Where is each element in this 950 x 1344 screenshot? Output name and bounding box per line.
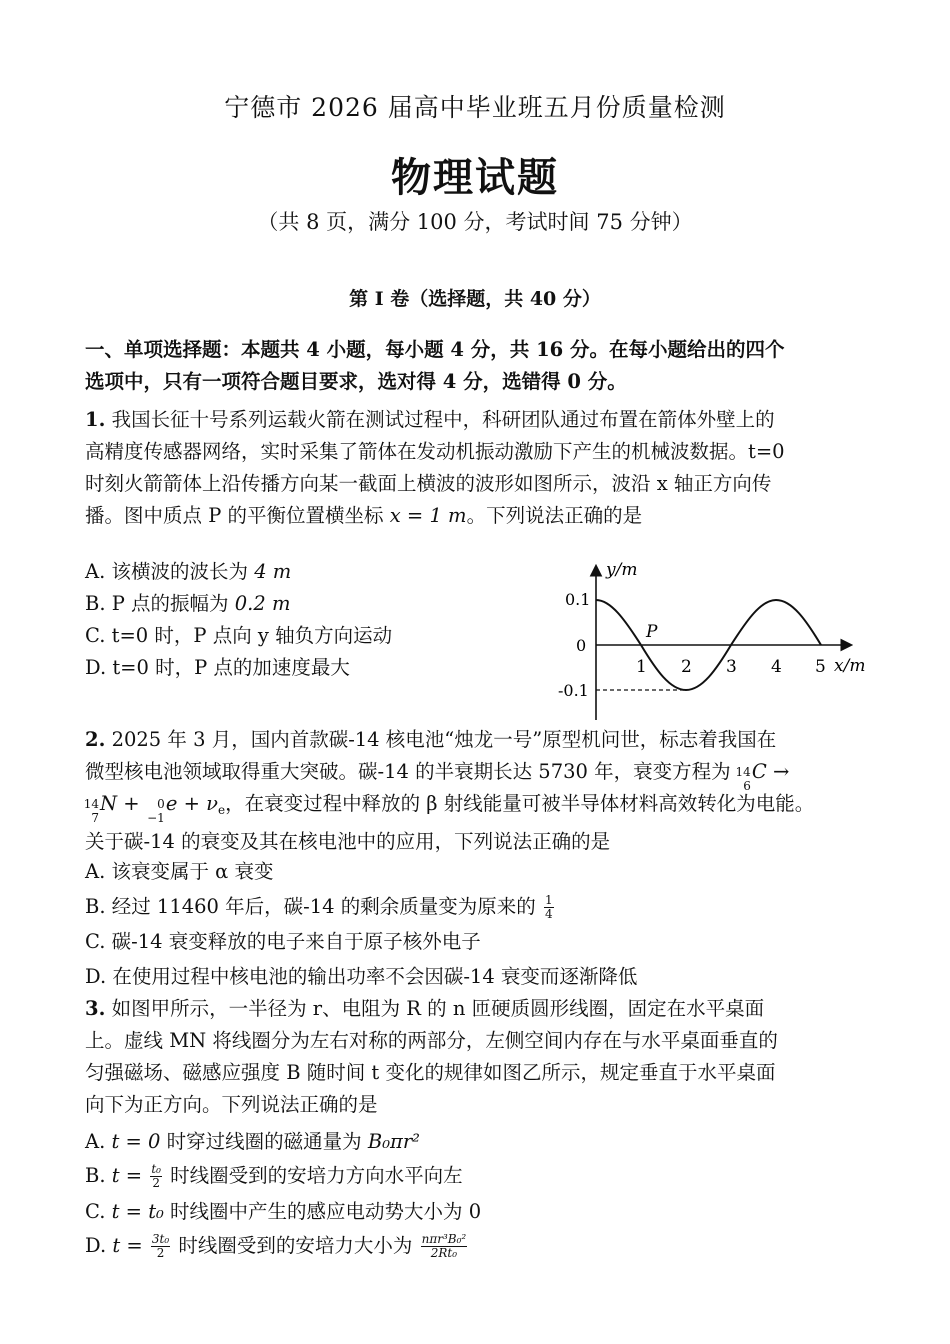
stem-line: 如图甲所示，一半径为 r、电阻为 R 的 n 匝硬质圆形线圈，固定在水平桌面 bbox=[111, 997, 765, 1020]
plus-sign: + bbox=[183, 792, 200, 815]
option-text: B. 经过 11460 年后，碳-14 的剩余质量变为原来的 bbox=[85, 895, 542, 918]
question-number: 1. bbox=[85, 408, 106, 431]
stem-line: 关于碳-14 的衰变及其在核电池中的应用，下列说法正确的是 bbox=[85, 830, 611, 853]
stem-line: 播。图中质点 P 的平衡位置横坐标 bbox=[85, 504, 390, 527]
option-letter: B. bbox=[85, 1164, 112, 1187]
question-1-option-d[interactable] bbox=[85, 652, 350, 680]
neutrino-symbol: ν bbox=[206, 792, 218, 815]
element-symbol: C bbox=[751, 760, 767, 783]
x-tick-label: 4 bbox=[771, 657, 782, 677]
question-1-option-a[interactable] bbox=[85, 556, 291, 584]
option-letter: A. bbox=[85, 1130, 112, 1153]
element-symbol: N bbox=[100, 792, 118, 815]
y-tick-label: 0 bbox=[576, 636, 587, 655]
math-expression: 4 m bbox=[254, 560, 292, 583]
stem-line: ，在衰变过程中释放的 β 射线能量可被半导体材料高效转化为电能。 bbox=[225, 792, 815, 815]
x-tick-label: 3 bbox=[726, 657, 737, 677]
option-text: 时线圈中产生的感应电动势大小为 0 bbox=[163, 1200, 482, 1223]
stem-line: 匀强磁场、磁感应强度 B 随时间 t 变化的规律如图乙所示，规定垂直于水平桌面 bbox=[85, 1061, 776, 1084]
x-axis-label: x/m bbox=[834, 656, 866, 676]
x-tick-label: 5 bbox=[815, 657, 826, 677]
option-letter: C. bbox=[85, 1200, 112, 1223]
question-2-option-c[interactable] bbox=[85, 926, 481, 954]
nuclide-electron: 0 −1 bbox=[147, 797, 165, 825]
question-3-option-c[interactable] bbox=[85, 1196, 481, 1224]
math-expression: 0.2 m bbox=[234, 592, 291, 615]
fraction: $\frac{\text{3t₀}}{2}$ bbox=[151, 1232, 170, 1260]
math-expression: x = 1 m bbox=[389, 504, 467, 527]
y-tick-label: -0.1 bbox=[558, 681, 589, 700]
option-letter: D. bbox=[85, 1234, 113, 1257]
option-text: 时线圈受到的安培力大小为 bbox=[172, 1234, 419, 1257]
math-expression: t = t₀ bbox=[111, 1200, 164, 1223]
option-text: C. 碳-14 衰变释放的电子来自于原子核外电子 bbox=[85, 930, 481, 953]
stem-line: 我国长征十号系列运载火箭在测试过程中，科研团队通过布置在箭体外壁上的 bbox=[111, 408, 775, 431]
stem-line: 高精度传感器网络，实时采集了箭体在发动机振动激励下产生的机械波数据。t=0 bbox=[85, 440, 785, 463]
instruction-line: 一、单项选择题：本题共 4 小题，每小题 4 分，共 16 分。在每小题给出的四个 bbox=[85, 338, 785, 361]
element-symbol: e bbox=[165, 792, 178, 815]
instruction-line: 选项中，只有一项符合题目要求，选对得 4 分，选错得 0 分。 bbox=[85, 370, 627, 393]
y-tick-label: 0.1 bbox=[565, 590, 591, 609]
wave-graph bbox=[548, 555, 870, 725]
part-heading: 第 I 卷（选择题，共 40 分） bbox=[349, 288, 601, 310]
math-expression: t = bbox=[112, 1234, 149, 1257]
question-1-stem bbox=[85, 404, 870, 532]
section-instruction bbox=[85, 334, 870, 398]
y-axis-label: y/m bbox=[606, 560, 638, 580]
option-text: 时穿过线圈的磁通量为 bbox=[160, 1130, 368, 1153]
nuclide-n14: 14 7 bbox=[83, 797, 99, 825]
option-text: C. t=0 时，P 点向 y 轴负方向运动 bbox=[85, 624, 393, 647]
school-exam-line: 宁德市 2026 届高中毕业班五月份质量检测 bbox=[224, 93, 726, 122]
nuclide-c14: 14 6 bbox=[735, 765, 751, 793]
point-p-label: P bbox=[646, 622, 658, 642]
x-tick-label: 2 bbox=[681, 657, 692, 677]
page-title: 物理试题 bbox=[391, 154, 559, 201]
stem-line: 上。虚线 MN 将线圈分为左右对称的两部分，左侧空间内存在与水平桌面垂直的 bbox=[85, 1029, 778, 1052]
question-2-option-a[interactable] bbox=[85, 856, 274, 884]
math-expression: t = bbox=[111, 1164, 149, 1187]
fraction: $\frac{1}{4}$ bbox=[544, 893, 553, 921]
question-1-option-c[interactable] bbox=[85, 620, 392, 648]
x-tick-label: 1 bbox=[636, 657, 647, 677]
question-2-stem bbox=[85, 724, 870, 858]
stem-line: 。下列说法正确的是 bbox=[466, 504, 643, 527]
option-text: 时线圈受到的安培力方向水平向左 bbox=[163, 1164, 463, 1187]
option-text: D. 在使用过程中核电池的输出功率不会因碳-14 衰变而逐渐降低 bbox=[85, 965, 638, 988]
stem-line: 2025 年 3 月，国内首款碳-14 核电池“烛龙一号”原型机问世，标志着我国在 bbox=[111, 728, 777, 751]
option-text: A. 该衰变属于 α 衰变 bbox=[85, 860, 274, 883]
math-expression: t = 0 bbox=[111, 1130, 161, 1153]
question-3-option-b[interactable] bbox=[85, 1160, 463, 1190]
stem-line: 向下为正方向。下列说法正确的是 bbox=[85, 1093, 378, 1116]
question-number: 3. bbox=[85, 997, 106, 1020]
plus-sign: + bbox=[123, 792, 140, 815]
question-3-option-a[interactable] bbox=[85, 1126, 420, 1154]
exam-info: （共 8 页，满分 100 分，考试时间 75 分钟） bbox=[257, 210, 693, 234]
neutrino-subscript: e bbox=[217, 803, 226, 817]
fraction: $\frac{\text{nπr³B₀²}}{\text{2Rt₀}}$ bbox=[421, 1232, 467, 1260]
stem-line: 微型核电池领域取得重大突破。碳-14 的半衰期长达 5730 年，衰变方程为 bbox=[85, 760, 737, 783]
math-expression: B₀πr² bbox=[367, 1130, 420, 1153]
question-1-option-b[interactable] bbox=[85, 588, 290, 616]
stem-line: 时刻火箭箭体上沿传播方向某一截面上横波的波形如图所示，波沿 x 轴正方向传 bbox=[85, 472, 772, 495]
question-2-option-b[interactable] bbox=[85, 891, 556, 921]
fraction: $\frac{\text{t₀}}{2}$ bbox=[151, 1162, 161, 1190]
question-3-stem bbox=[85, 993, 870, 1121]
option-text: D. t=0 时，P 点的加速度最大 bbox=[85, 656, 350, 679]
option-text: B. P 点的振幅为 bbox=[85, 592, 235, 615]
question-3-option-d[interactable] bbox=[85, 1230, 469, 1260]
question-2-option-d[interactable] bbox=[85, 961, 637, 989]
option-text: A. 该横波的波长为 bbox=[85, 560, 255, 583]
question-number: 2. bbox=[85, 728, 106, 751]
reaction-arrow: → bbox=[772, 760, 790, 783]
